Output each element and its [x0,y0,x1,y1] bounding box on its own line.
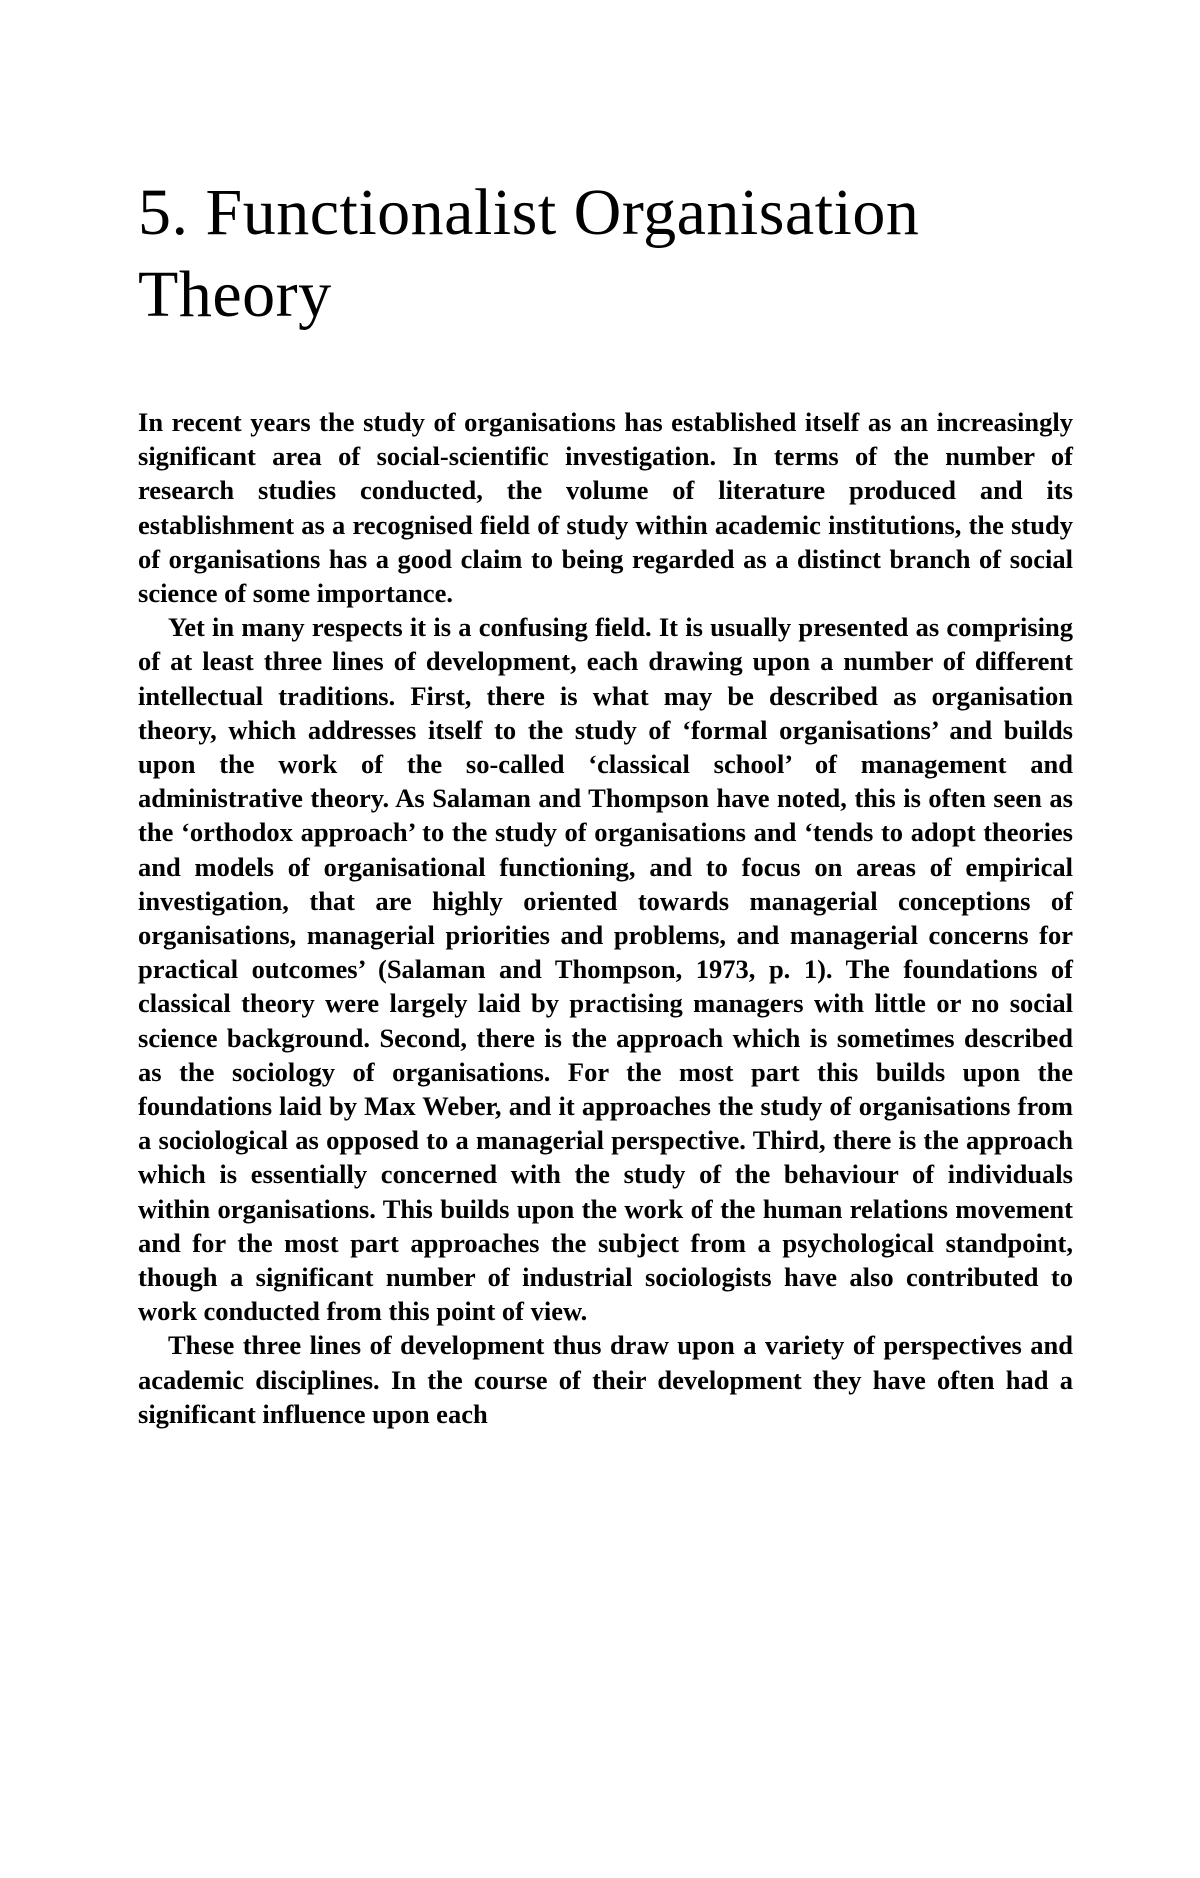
paragraph-2: Yet in many respects it is a confusing field. It is usually presented as comprising of at least three lines of development, each drawing upon a number of different intellectual traditions. First, there is what may be described as organisation theory, which addresses itself to the study of ‘formal organisations’ and builds upon the work of the so-called ‘classical school’ of management and administrative theory. As Salaman and Thompson have noted, this is often seen as the ‘orthodox approach’ to the study of organisations and ‘tends to adopt theories and models of organisational functioning, and to focus on areas of empirical investigation, that are highly oriented towards managerial conceptions of organisations, managerial priorities and problems, and managerial concerns for practical outcomes’ (Salaman and Thompson, 1973, p. 1). The foundations of classical theory were largely laid by practising managers with little or no social science background. Second, there is the approach which is sometimes described as the sociology of organisations. For the most part this builds upon the foundations laid by Max Weber, and it approaches the study of organisations from a sociological as opposed to a managerial perspective. Third, there is the approach which is essentially concerned with the study of the behaviour of individuals within organisations. This builds upon the work of the human relations movement and for the most part approaches the subject from a psychological standpoint, though a significant number of industrial sociologists have also contributed to work conducted from this point of view. [138,612,1073,1327]
paragraph-1: In recent years the study of organisations has established itself as an increasingly significant area of social-scientific investigation. In terms of the number of research studies conducted, the volume of literature produced and its establishment as a recognised field of study within academic institutions, the study of organisations has a good claim to being regarded as a distinct branch of social science of some importance. [138,407,1073,609]
body-text [138,405,1073,1431]
paragraph-3: These three lines of development thus draw upon a variety of perspectives and academic disciplines. In the course of their development they have often had a significant influence upon each [138,1330,1073,1429]
chapter-title: 5. Functionalist Organisation Theory [138,176,920,331]
